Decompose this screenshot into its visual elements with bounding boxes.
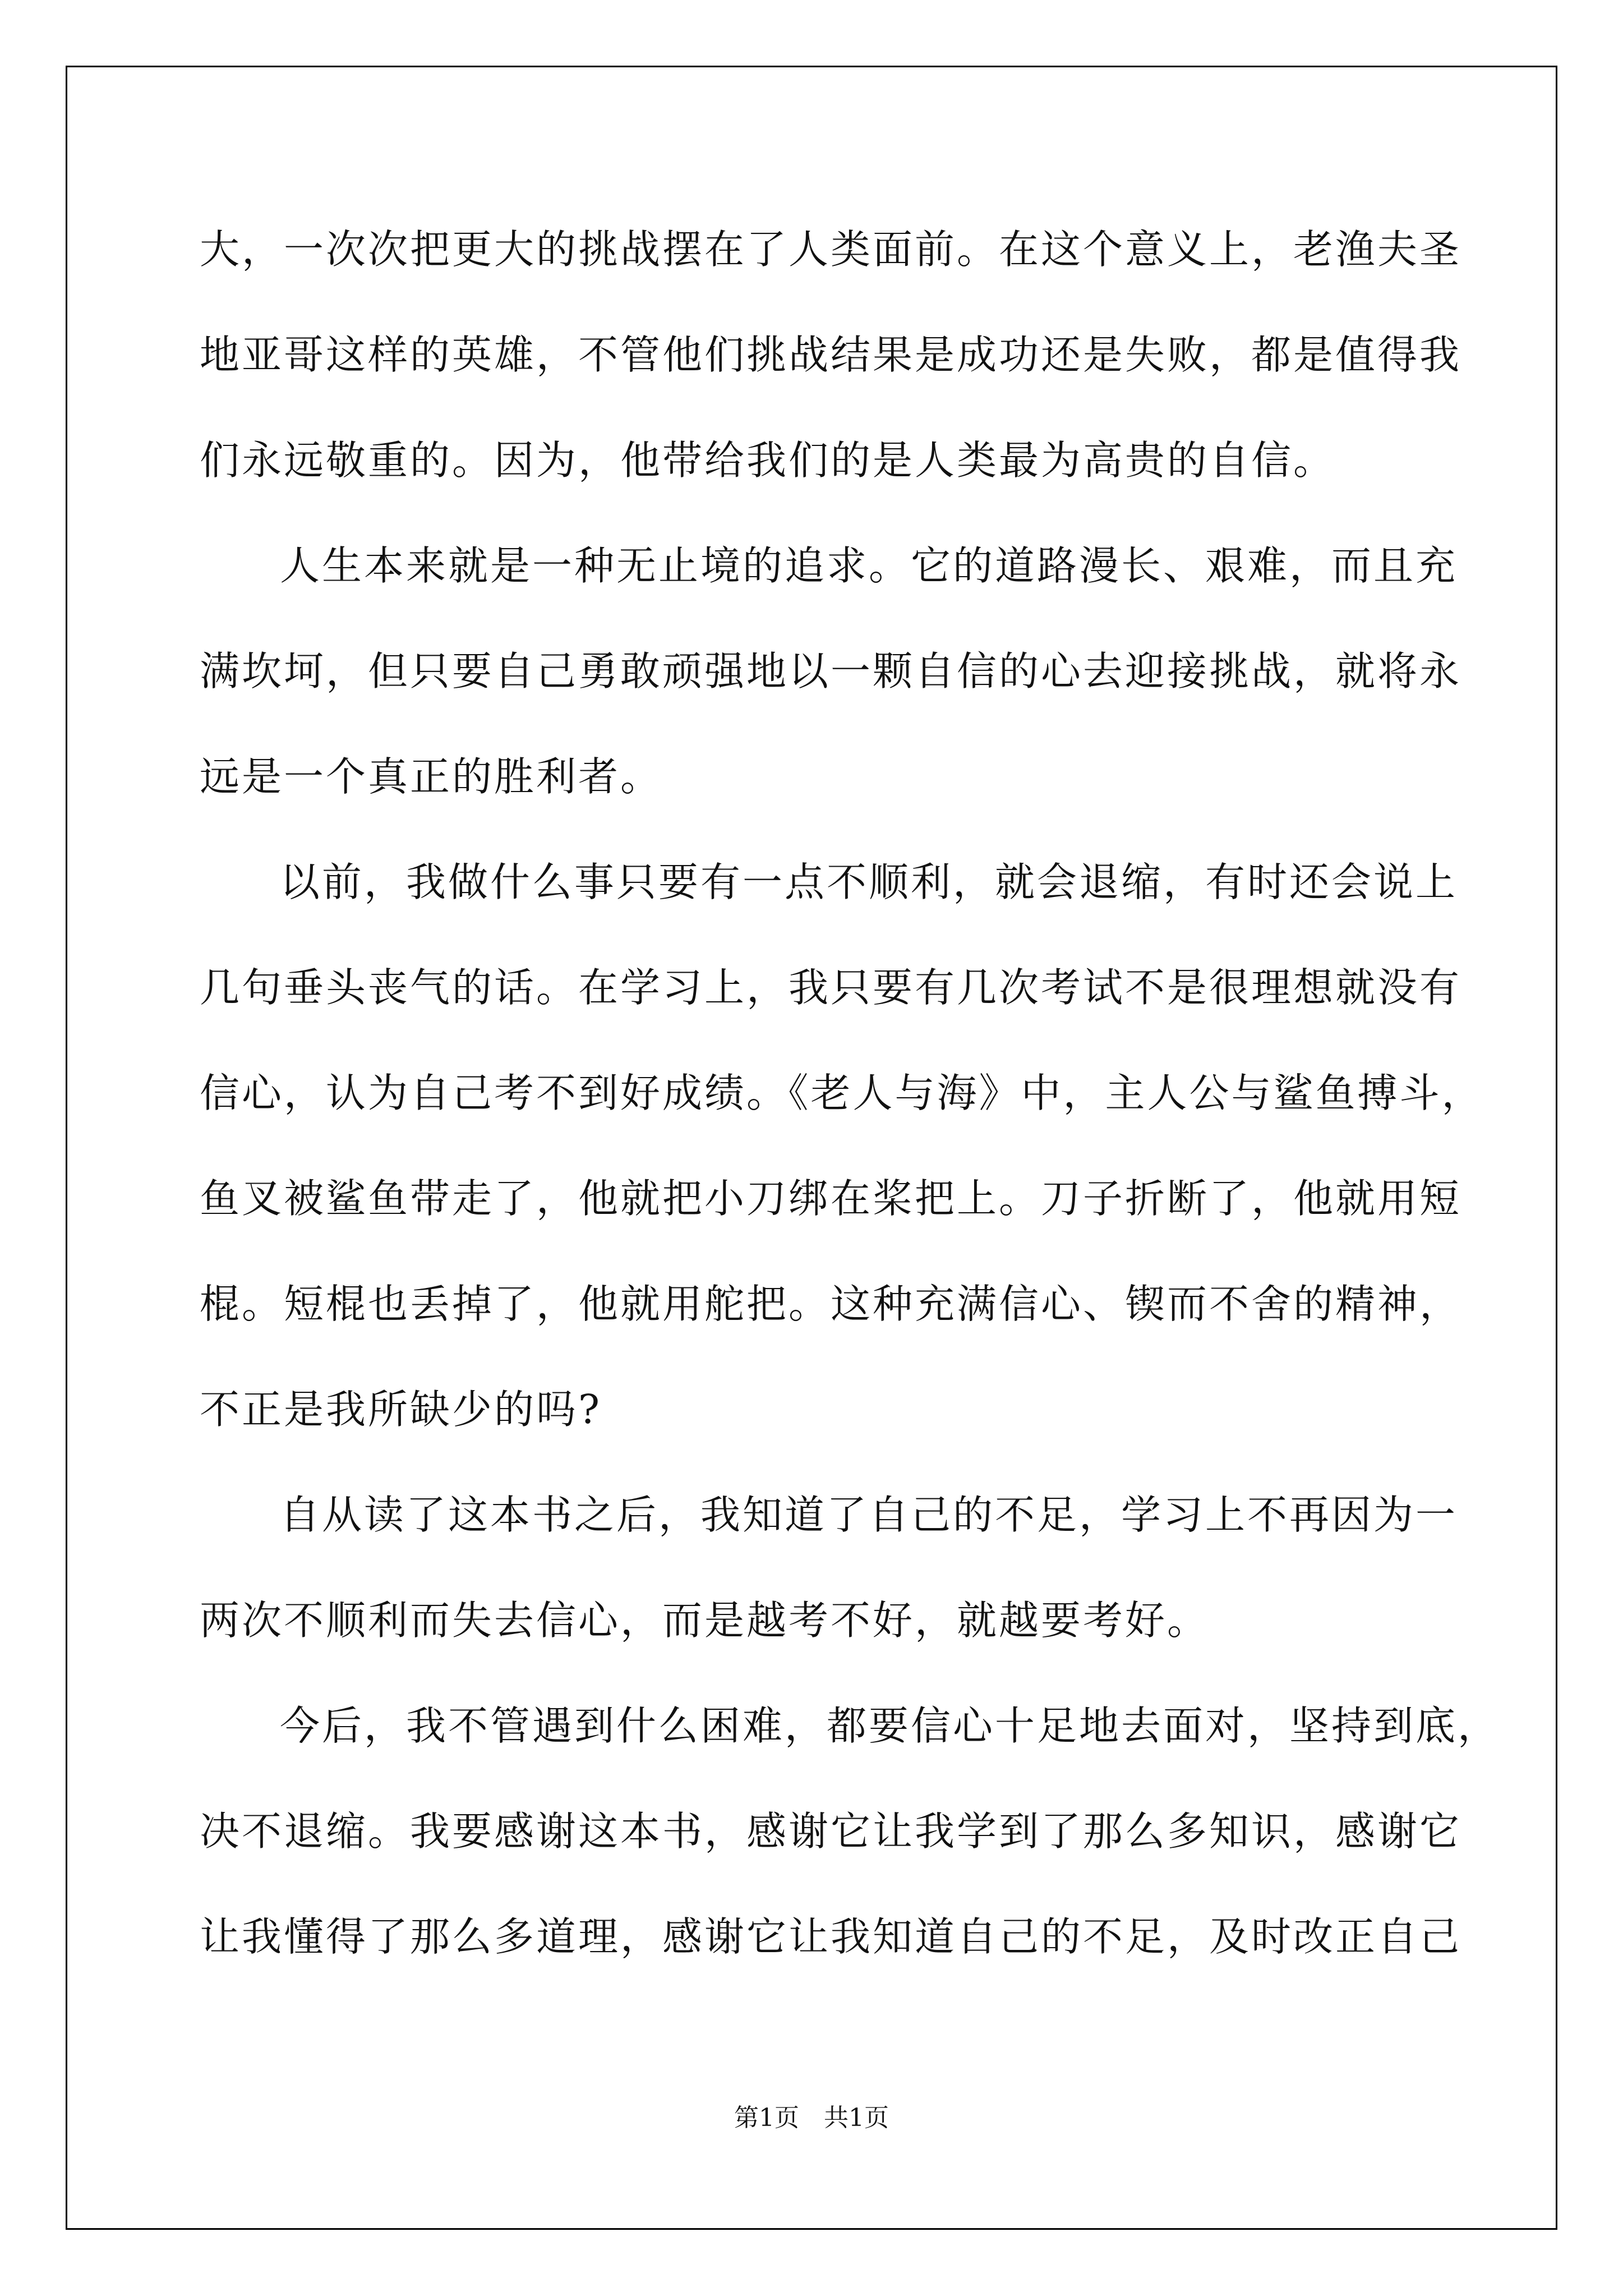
page-border: [66, 66, 1557, 2230]
text-line: 们永远敬重的。因为，他带给我们的是人类最为高贵的自信。: [200, 437, 1336, 484]
text-line: 让我懂得了那么多道理，感谢它让我知道自己的不足，及时改正自己: [200, 1913, 1462, 1960]
paragraph-first-line: 今后，我不管遇到什么困难，都要信心十足地去面对，坚持到底，: [280, 1703, 1500, 1749]
page-footer: 第1页 共1页: [734, 2104, 889, 2132]
paragraph-first-line: 自从读了这本书之后，我知道了自己的不足，学习上不再因为一: [280, 1492, 1458, 1538]
text-line: 大，一次次把更大的挑战摆在了人类面前。在这个意义上，老渔夫圣: [200, 226, 1462, 273]
text-line: 决不退缩。我要感谢这本书，感谢它让我学到了那么多知识，感谢它: [200, 1808, 1462, 1855]
text-line: 棍。短棍也丢掉了，他就用舵把。这种充满信心、锲而不舍的精神，: [200, 1281, 1462, 1327]
text-line: 满坎坷，但只要自己勇敢顽强地以一颗自信的心去迎接挑战，就将永: [200, 648, 1462, 694]
text-line: 鱼叉被鲨鱼带走了，他就把小刀绑在桨把上。刀子折断了，他就用短: [200, 1175, 1462, 1222]
text-line: 不正是我所缺少的吗?: [200, 1386, 602, 1433]
text-line: 远是一个真正的胜利者。: [200, 753, 663, 800]
paragraph-first-line: 人生本来就是一种无止境的追求。它的道路漫长、艰难，而且充: [280, 542, 1458, 589]
text-line: 几句垂头丧气的话。在学习上，我只要有几次考试不是很理想就没有: [200, 964, 1462, 1011]
text-line: 地亚哥这样的英雄，不管他们挑战结果是成功还是失败，都是值得我: [200, 332, 1462, 378]
paragraph-first-line: 以前，我做什么事只要有一点不顺利，就会退缩，有时还会说上: [280, 859, 1458, 905]
text-line: 两次不顺利而失去信心，而是越考不好，就越要考好。: [200, 1597, 1210, 1644]
text-line: 信心，认为自己考不到好成绩。《老人与海》中，主人公与鲨鱼搏斗，: [200, 1070, 1484, 1116]
